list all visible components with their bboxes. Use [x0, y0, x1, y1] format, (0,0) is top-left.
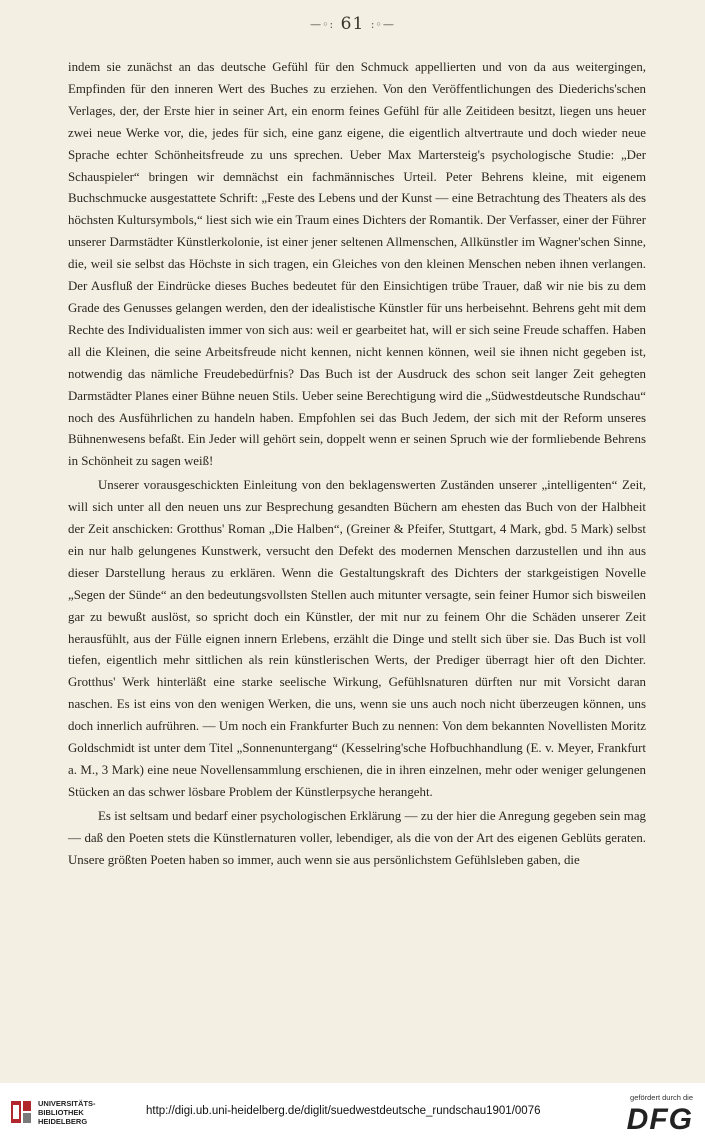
- paragraph-2: Unserer vorausgeschickten Einleitung von den beklagenswerten Zuständen unserer „intelligenten“ Zeit, will sich unter all den neuen uns zur Besprechung gesandten Büchern am ehesten das Buch von der Halbheit der Zeit anschicken: Grotthus' Roman „Die Halben“, (Greiner & Pfeifer, Stuttgart, 4 Mark, gbd. 5 Mark) selbst ein nur halb gelungenes Kunstwerk, versucht den Defekt des modernen Menschen darzustellen und ihn aus dieser Darstellung heraus zu erklären. Wenn die Gestaltungskraft des Dichters der starkgeistigen Novelle „Segen der Sünde“ an den bedeutungsvollsten Stellen auch mitunter versagte, sein feiner Humor sich bisweilen gar zu bewußt auslöst, so spricht doch ein Künstler, der mit nur zu feinem Ohr die Schäden unserer Zeit herausfühlt, aus der Fülle eignen innern Erlebens, erzählt die Dinge und stellt sich über sie. Das Buch ist voll tiefen, eigentlich mehr sittlichen als rein künstlerischen Werts, der Prediger überragt hier oft den Dichter. Grotthus' Werk hinterläßt eine starke seelische Wirkung, Gefühlsnaturen dürften nur mit Vorsicht daran naschen. Es ist eins von den wenigen Werken, die uns, wenn sie uns auch noch nicht überzeugen können, uns doch innerlich aufrühren. — Um noch ein Frankfurter Buch zu nennen: Von dem bekannten Novellisten Moritz Goldschmidt ist unter dem Titel „Sonnenuntergang“ (Kesselring'sche Hofbuchhandlung (E. v. Meyer, Frankfurt a. M., 3 Mark) eine neue Novellensammlung erschienen, die in ihren einzelnen, mehr oder weniger gelungenen Stücken an das schwer lösbare Problem der Künstlerpsyche herangeht.: [68, 478, 646, 799]
- university-library-logo-icon: [8, 1097, 34, 1127]
- dfg-logo: DFG: [626, 1103, 693, 1136]
- paragraph-1: indem sie zunächst an das deutsche Gefühl für den Schmuck appellierten und von da aus weitergingen, Empfinden für den inneren Wert des Buches zu erziehen. Von den Veröffentlichungen des Diederichs'schen Verlages, der, der Erste hier in seiner Art, ein enorm feines Gefühl für alle Zeitideen besitzt, liegen uns heuer zwei neue Werke vor, die, jedes für sich, eine ganz eigene, die eigentlich altvertraute und doch wieder neue Sprache echter Schönheitsfreude zu uns sprechen. Ueber Max Martersteig's psychologische Studie: „Der Schauspieler“ bringen wir demnächst ein fachmännisches Urteil. Peter Behrens kleine, mit eigenem Buchschmucke ausgestattete Schrift: „Feste des Lebens und der Kunst — eine Betrachtung des Theaters als des höchsten Kultursymbols,“ liest sich wie ein Traum eines Dichters der Romantik. Der Verfasser, einer der Führer unserer Darmstädter Künstlerkolonie, ist einer jener seltenen Allmenschen, Allkünstler im Wagner'schen Sinne, die, weil sie selbst das Höchste in sich tragen, ein Gleiches von den kleinen Menschen neben ihnen verlangen. Der Ausfluß der Eindrücke dieses Buches bedeutet für den Einsichtigen trübe Trauer, daß wir nie bis zu dem Grade des Genusses gelangen werden, den der idealistische Künstler für uns herbeisehnt. Behrens geht mit dem Rechte des Individualisten immer von sich aus: weil er gearbeitet hat, will er sich seine Freude schaffen. Haben all die Kleinen, die seine Arbeitsfreude nicht kennen, nicht kennen können, weil sie ihnen nicht gegeben ist, notwendig das nämliche Freudebedürfnis? Das Buch ist der Ausdruck des schon seit langer Zeit gehegten Darmstädter Planes einer Bühne neuen Stils. Ueber seine Berechtigung wird die „Südwestdeutsche Rundschau“ noch des Ausführlichen zu handeln haben. Empfohlen sei das Buch Jedem, der sich mit der Reform unseres Bühnenwesens befaßt. Ein Jeder will gehört sein, doppelt wenn er seinen Spruch wie der formliebende Behrens in Schönheit zu sagen weiß!: [68, 60, 646, 469]
- paragraph-3: Es ist seltsam und bedarf einer psychologischen Erklärung — zu der hier die Anregung gegeben sein mag — daß den Poeten stets die Künstlernaturen voller, lebendiger, als die von der Art des eigenen Geblüts geraten. Unsere größten Poeten haben so immer, auch wenn sie aus persönlichstem Gefühlsleben gaben, die: [68, 808, 646, 867]
- library-name: UNIVERSITÄTS- BIBLIOTHEK HEIDELBERG: [38, 1099, 96, 1126]
- article-body: [68, 57, 646, 872]
- permalink-url[interactable]: http://digi.ub.uni-heidelberg.de/diglit/suedwestdeutsche_rundschau1901/0076: [146, 1105, 541, 1117]
- page-number: 61: [340, 14, 365, 34]
- header-ornament-right: :◦—: [370, 18, 395, 31]
- header-ornament-left: —◦:: [310, 18, 335, 31]
- viewer-footer: [0, 1083, 705, 1141]
- funding-note: gefördert durch die: [630, 1093, 693, 1102]
- page-header: [0, 14, 705, 34]
